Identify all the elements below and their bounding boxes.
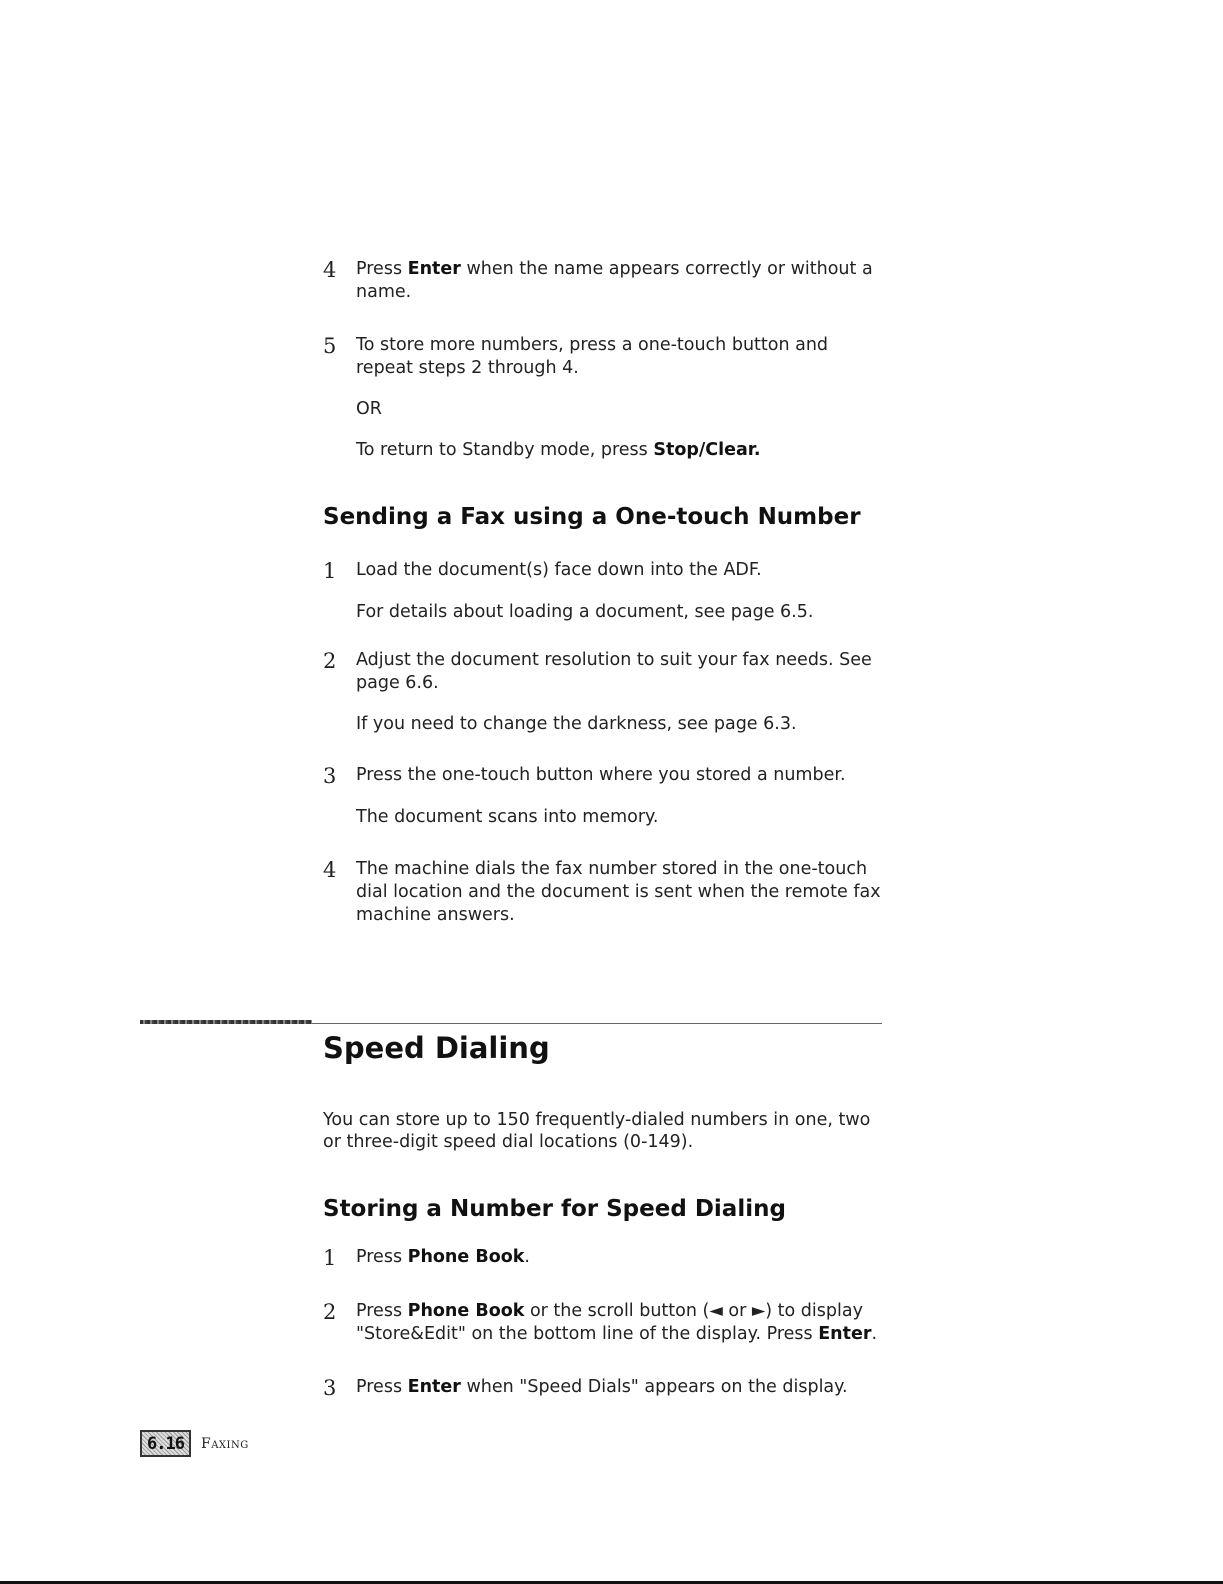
step-5-top	[323, 334, 883, 380]
step-text: Press Enter when "Speed Dials" appears on the display.	[356, 1377, 848, 1397]
step-note: The document scans into memory.	[356, 807, 659, 827]
step-number: 2	[323, 1300, 337, 1324]
section-rule	[312, 1023, 882, 1024]
storing-step-1	[323, 1246, 883, 1269]
step-text: To store more numbers, press a one-touch button and repeat steps 2 through 4.	[356, 335, 829, 378]
storing-step-2	[323, 1300, 883, 1346]
step-note: For details about loading a document, see page 6.5.	[356, 602, 814, 622]
step-text: Press the one-touch button where you stored a number.	[356, 765, 846, 785]
section-heading-speed-dialing: Speed Dialing	[323, 1031, 550, 1065]
step-number: 1	[323, 559, 337, 583]
step-number: 2	[323, 649, 337, 673]
step-number: 1	[323, 1246, 337, 1270]
sending-step-2	[323, 649, 883, 695]
step-text: Press Enter when the name appears correctly or without a name.	[356, 259, 873, 302]
step-text: Load the document(s) face down into the ADF.	[356, 560, 762, 580]
return-text: To return to Standby mode, press Stop/Clear.	[356, 440, 761, 460]
step-number: 5	[323, 334, 337, 358]
step-text: Press Phone Book or the scroll button (◄ or ►) to display "Store&Edit" on the bottom line of the display. Press Enter.	[356, 1301, 878, 1344]
speed-dialing-intro: You can store up to 150 frequently-dialed numbers in one, two or three-digit speed dial locations (0-149).	[323, 1110, 871, 1152]
sending-step-1	[323, 559, 883, 582]
subheading-storing: Storing a Number for Speed Dialing	[323, 1196, 786, 1222]
footer-section-label: Faxing	[201, 1435, 249, 1452]
sending-step-3	[323, 764, 883, 787]
step-text: The machine dials the fax number stored in the one-touch dial location and the document is sent when the remote fax machine answers.	[356, 859, 881, 925]
step-4-top	[323, 258, 883, 304]
step-number: 4	[323, 258, 337, 282]
step-note: If you need to change the darkness, see page 6.3.	[356, 714, 797, 734]
page-footer	[140, 1430, 249, 1457]
step-text: Adjust the document resolution to suit your fax needs. See page 6.6.	[356, 650, 872, 693]
section-rule-accent	[140, 1020, 312, 1024]
step-text: Press Phone Book.	[356, 1247, 530, 1267]
sending-step-4	[323, 858, 883, 927]
step-number: 3	[323, 764, 337, 788]
or-label: OR	[356, 399, 382, 419]
step-number: 4	[323, 858, 337, 882]
step-number: 3	[323, 1376, 337, 1400]
section-heading-sending: Sending a Fax using a One-touch Number	[323, 504, 861, 530]
page-number-badge: 6.16	[140, 1430, 191, 1457]
storing-step-3	[323, 1376, 883, 1399]
